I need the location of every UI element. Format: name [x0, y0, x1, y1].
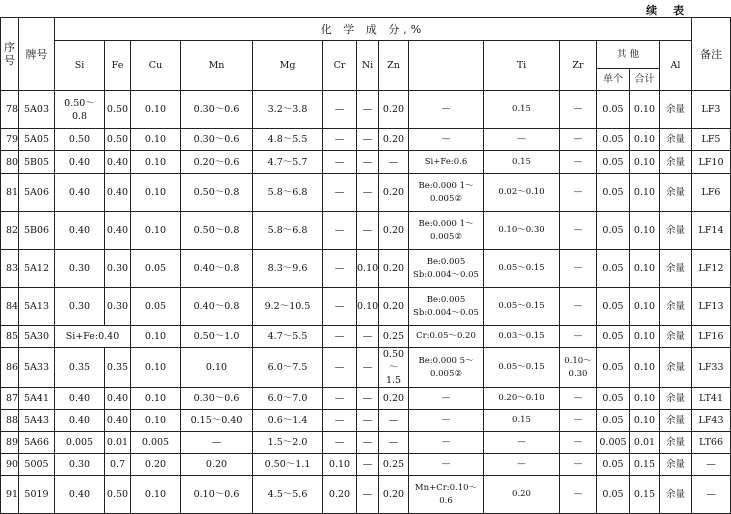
cell-zr: —: [560, 476, 597, 514]
cell-ni: —: [357, 151, 379, 174]
cell-grade: 5A43: [19, 410, 55, 432]
cell-total: 0.10: [630, 250, 660, 288]
cell-ni: —: [357, 326, 379, 348]
cell-ti: —: [484, 454, 560, 476]
table-row: [1, 348, 731, 388]
cell-ti: 0.15: [484, 410, 560, 432]
cell-no: 87: [1, 388, 19, 410]
cell-ti: 0.05～0.15: [484, 250, 560, 288]
cell-remark: LF3: [692, 91, 731, 129]
cell-mg: 4.7～5.7: [253, 151, 323, 174]
cell-single: 0.05: [597, 476, 630, 514]
cell-blank: —: [409, 91, 484, 129]
cell-mg: 0.6～1.4: [253, 410, 323, 432]
cell-zr: —: [560, 250, 597, 288]
cell-cr: —: [323, 91, 357, 129]
cell-single: 0.05: [597, 388, 630, 410]
cell-remark: LF5: [692, 129, 731, 151]
cell-si: 0.50: [55, 129, 105, 151]
cell-mg: 6.0～7.0: [253, 388, 323, 410]
cell-ni: —: [357, 410, 379, 432]
cell-fe: 0.40: [105, 410, 131, 432]
table-row: [1, 432, 731, 454]
cell-blank: Be:0.000 5～ 0.005②: [409, 348, 484, 388]
cell-single: 0.05: [597, 410, 630, 432]
cell-al: 余量: [660, 388, 692, 410]
table-continued-caption: 续 表: [646, 4, 690, 17]
cell-ti: 0.15: [484, 151, 560, 174]
cell-no: 78: [1, 91, 19, 129]
cell-remark: LF43: [692, 410, 731, 432]
cell-fe: 0.01: [105, 432, 131, 454]
cell-al: 余量: [660, 212, 692, 250]
cell-fe: 0.50: [105, 129, 131, 151]
cell-zn: 0.20: [379, 250, 409, 288]
cell-al: 余量: [660, 91, 692, 129]
header-al: Al: [660, 41, 692, 91]
cell-ni: —: [357, 388, 379, 410]
cell-mn: 0.20: [181, 454, 253, 476]
cell-mn: 0.20～0.6: [181, 151, 253, 174]
cell-mg: 3.2～3.8: [253, 91, 323, 129]
cell-mn: —: [181, 432, 253, 454]
cell-blank: Si+Fe:0.6: [409, 151, 484, 174]
cell-al: 余量: [660, 432, 692, 454]
cell-mn: 0.40～0.8: [181, 288, 253, 326]
cell-blank: —: [409, 388, 484, 410]
cell-zr: —: [560, 129, 597, 151]
cell-al: 余量: [660, 326, 692, 348]
cell-remark: LF33: [692, 348, 731, 388]
cell-ti: 0.10～0.30: [484, 212, 560, 250]
cell-zn: 0.20: [379, 388, 409, 410]
header-si: Si: [55, 41, 105, 91]
cell-no: 90: [1, 454, 19, 476]
cell-fe: 0.50: [105, 476, 131, 514]
cell-mn: 0.40～0.8: [181, 250, 253, 288]
cell-total: 0.10: [630, 388, 660, 410]
cell-zn: 0.20: [379, 129, 409, 151]
cell-no: 82: [1, 212, 19, 250]
cell-mg: 9.2～10.5: [253, 288, 323, 326]
cell-no: 89: [1, 432, 19, 454]
cell-remark: LF10: [692, 151, 731, 174]
cell-cu: 0.10: [131, 348, 181, 388]
cell-no: 88: [1, 410, 19, 432]
cell-cu: 0.10: [131, 476, 181, 514]
cell-mg: 0.50～1.1: [253, 454, 323, 476]
header-ti: Ti: [484, 41, 560, 91]
cell-remark: LF13: [692, 288, 731, 326]
cell-zr: —: [560, 326, 597, 348]
cell-mg: 4.8～5.5: [253, 129, 323, 151]
cell-single: 0.05: [597, 151, 630, 174]
cell-grade: 5019: [19, 476, 55, 514]
cell-ti: 0.03～0.15: [484, 326, 560, 348]
table-row: [1, 129, 731, 151]
cell-cr: —: [323, 388, 357, 410]
cell-blank: Be:0.005 Sb:0.004～0.05: [409, 288, 484, 326]
cell-ti: —: [484, 129, 560, 151]
cell-cu: 0.005: [131, 432, 181, 454]
cell-remark: LF16: [692, 326, 731, 348]
cell-total: 0.10: [630, 129, 660, 151]
cell-remark: LF14: [692, 212, 731, 250]
cell-fe: 0.30: [105, 250, 131, 288]
cell-total: 0.10: [630, 326, 660, 348]
cell-si: 0.40: [55, 410, 105, 432]
cell-fe: 0.50: [105, 91, 131, 129]
header-fe: Fe: [105, 41, 131, 91]
cell-single: 0.05: [597, 91, 630, 129]
cell-al: 余量: [660, 410, 692, 432]
table-row: [1, 288, 731, 326]
cell-cr: —: [323, 250, 357, 288]
cell-blank: Be:0.000 1～ 0.005②: [409, 212, 484, 250]
cell-ni: —: [357, 476, 379, 514]
cell-zn: 0.20: [379, 288, 409, 326]
table-row: [1, 326, 731, 348]
cell-grade: 5A03: [19, 91, 55, 129]
table-row: [1, 410, 731, 432]
cell-single: 0.05: [597, 212, 630, 250]
cell-si: 0.35: [55, 348, 105, 388]
cell-mn: 0.10: [181, 348, 253, 388]
cell-blank: Mn+Cr:0.10～ 0.6: [409, 476, 484, 514]
cell-blank: —: [409, 454, 484, 476]
cell-ni: —: [357, 432, 379, 454]
cell-zr: —: [560, 212, 597, 250]
cell-zr: —: [560, 91, 597, 129]
cell-zr: —: [560, 288, 597, 326]
cell-total: 0.10: [630, 348, 660, 388]
cell-ti: 0.15: [484, 91, 560, 129]
header-ni: Ni: [357, 41, 379, 91]
cell-cr: —: [323, 129, 357, 151]
cell-cr: —: [323, 174, 357, 212]
cell-si: 0.30: [55, 454, 105, 476]
cell-si: 0.40: [55, 174, 105, 212]
cell-cu: 0.10: [131, 174, 181, 212]
cell-total: 0.15: [630, 476, 660, 514]
cell-mn: 0.30～0.6: [181, 129, 253, 151]
cell-al: 余量: [660, 454, 692, 476]
cell-ti: —: [484, 432, 560, 454]
cell-cu: 0.05: [131, 250, 181, 288]
cell-zr: —: [560, 151, 597, 174]
cell-si: 0.30: [55, 250, 105, 288]
cell-mn: 0.30～0.6: [181, 91, 253, 129]
cell-blank: Cr:0.05～0.20: [409, 326, 484, 348]
header-cu: Cu: [131, 41, 181, 91]
cell-fe: 0.40: [105, 174, 131, 212]
cell-zr: —: [560, 432, 597, 454]
cell-cu: 0.10: [131, 129, 181, 151]
cell-blank: —: [409, 129, 484, 151]
header-mg: Mg: [253, 41, 323, 91]
header-zn: Zn: [379, 41, 409, 91]
cell-cr: —: [323, 432, 357, 454]
cell-mg: 1.5～2.0: [253, 432, 323, 454]
cell-fe: 0.30: [105, 288, 131, 326]
cell-mn: 0.15～0.40: [181, 410, 253, 432]
cell-fe: 0.7: [105, 454, 131, 476]
cell-no: 85: [1, 326, 19, 348]
cell-mg: 5.8～6.8: [253, 174, 323, 212]
cell-blank: Be:0.000 1～ 0.005②: [409, 174, 484, 212]
cell-si: 0.50～ 0.8: [55, 91, 105, 129]
cell-zn: 0.20: [379, 91, 409, 129]
cell-ni: —: [357, 174, 379, 212]
cell-remark: —: [692, 454, 731, 476]
cell-grade: 5A05: [19, 129, 55, 151]
cell-cr: —: [323, 410, 357, 432]
cell-ti: 0.20: [484, 476, 560, 514]
cell-single: 0.05: [597, 250, 630, 288]
cell-cu: 0.10: [131, 91, 181, 129]
cell-remark: LT66: [692, 432, 731, 454]
cell-total: 0.01: [630, 432, 660, 454]
cell-al: 余量: [660, 151, 692, 174]
cell-cr: —: [323, 348, 357, 388]
cell-mg: 5.8～6.8: [253, 212, 323, 250]
cell-no: 79: [1, 129, 19, 151]
cell-total: 0.10: [630, 91, 660, 129]
cell-mn: 0.50～0.8: [181, 212, 253, 250]
cell-cr: —: [323, 326, 357, 348]
table-row: [1, 212, 731, 250]
header-mn: Mn: [181, 41, 253, 91]
cell-remark: LF6: [692, 174, 731, 212]
cell-cr: —: [323, 212, 357, 250]
cell-sife: Si+Fe:0.40: [55, 326, 131, 348]
cell-grade: 5A12: [19, 250, 55, 288]
cell-al: 余量: [660, 348, 692, 388]
cell-total: 0.10: [630, 212, 660, 250]
table-row: [1, 388, 731, 410]
cell-zn: 0.20: [379, 476, 409, 514]
table-row: [1, 476, 731, 514]
cell-fe: 0.35: [105, 348, 131, 388]
cell-grade: 5A30: [19, 326, 55, 348]
cell-zr: —: [560, 410, 597, 432]
cell-ti: 0.05～0.15: [484, 348, 560, 388]
cell-total: 0.10: [630, 288, 660, 326]
cell-no: 84: [1, 288, 19, 326]
table-row: [1, 151, 731, 174]
cell-cu: 0.20: [131, 454, 181, 476]
cell-grade: 5A06: [19, 174, 55, 212]
cell-blank: —: [409, 410, 484, 432]
cell-grade: 5A33: [19, 348, 55, 388]
cell-fe: 0.40: [105, 212, 131, 250]
cell-ni: —: [357, 129, 379, 151]
cell-grade: 5B05: [19, 151, 55, 174]
header-grade: 牌号: [19, 18, 55, 91]
cell-si: 0.005: [55, 432, 105, 454]
cell-ni: —: [357, 348, 379, 388]
cell-cr: 0.10: [323, 454, 357, 476]
table-row: [1, 454, 731, 476]
cell-zr: —: [560, 454, 597, 476]
cell-ni: —: [357, 212, 379, 250]
cell-zn: —: [379, 410, 409, 432]
cell-si: 0.40: [55, 476, 105, 514]
cell-grade: 5A41: [19, 388, 55, 410]
cell-grade: 5A66: [19, 432, 55, 454]
cell-total: 0.10: [630, 410, 660, 432]
table-row: [1, 250, 731, 288]
cell-al: 余量: [660, 288, 692, 326]
cell-no: 80: [1, 151, 19, 174]
table-row: [1, 174, 731, 212]
composition-table: [0, 17, 731, 514]
cell-ti: 0.05～0.15: [484, 288, 560, 326]
cell-remark: LT41: [692, 388, 731, 410]
cell-mn: 0.10～0.6: [181, 476, 253, 514]
cell-mg: 4.7～5.5: [253, 326, 323, 348]
cell-mg: 4.5～5.6: [253, 476, 323, 514]
cell-cu: 0.10: [131, 326, 181, 348]
cell-zr: 0.10～ 0.30: [560, 348, 597, 388]
cell-si: 0.40: [55, 212, 105, 250]
cell-cr: —: [323, 151, 357, 174]
cell-grade: 5005: [19, 454, 55, 476]
cell-al: 余量: [660, 476, 692, 514]
cell-single: 0.05: [597, 326, 630, 348]
header-blank: [409, 41, 484, 91]
header-single: 单个: [597, 69, 630, 91]
cell-total: 0.10: [630, 151, 660, 174]
cell-zn: 0.20: [379, 174, 409, 212]
cell-cu: 0.10: [131, 212, 181, 250]
cell-single: 0.05: [597, 174, 630, 212]
cell-single: 0.05: [597, 454, 630, 476]
cell-cu: 0.10: [131, 410, 181, 432]
cell-si: 0.40: [55, 151, 105, 174]
cell-blank: Be:0.005 Sb:0.004～0.05: [409, 250, 484, 288]
cell-no: 83: [1, 250, 19, 288]
cell-ni: 0.10: [357, 288, 379, 326]
cell-si: 0.30: [55, 288, 105, 326]
header-composition: 化 学 成 分,%: [55, 18, 692, 41]
cell-no: 86: [1, 348, 19, 388]
cell-ti: 0.20～0.10: [484, 388, 560, 410]
cell-no: 91: [1, 476, 19, 514]
cell-no: 81: [1, 174, 19, 212]
header-cr: Cr: [323, 41, 357, 91]
cell-single: 0.05: [597, 348, 630, 388]
cell-mn: 0.50～1.0: [181, 326, 253, 348]
cell-blank: —: [409, 432, 484, 454]
cell-remark: —: [692, 476, 731, 514]
cell-total: 0.15: [630, 454, 660, 476]
cell-al: 余量: [660, 129, 692, 151]
header-zr: Zr: [560, 41, 597, 91]
cell-zn: 0.25: [379, 454, 409, 476]
cell-cr: —: [323, 288, 357, 326]
cell-single: 0.05: [597, 288, 630, 326]
cell-single: 0.05: [597, 129, 630, 151]
cell-cu: 0.10: [131, 388, 181, 410]
cell-al: 余量: [660, 174, 692, 212]
cell-al: 余量: [660, 250, 692, 288]
cell-zr: —: [560, 174, 597, 212]
cell-mg: 8.3～9.6: [253, 250, 323, 288]
cell-remark: LF12: [692, 250, 731, 288]
cell-fe: 0.40: [105, 388, 131, 410]
cell-ti: 0.02～0.10: [484, 174, 560, 212]
cell-zn: 0.50～ 1.5: [379, 348, 409, 388]
cell-total: 0.10: [630, 174, 660, 212]
cell-mn: 0.50～0.8: [181, 174, 253, 212]
cell-zn: —: [379, 432, 409, 454]
cell-cu: 0.05: [131, 288, 181, 326]
cell-ni: 0.10: [357, 250, 379, 288]
header-others: 其 他: [597, 41, 660, 69]
cell-ni: —: [357, 454, 379, 476]
cell-fe: 0.40: [105, 151, 131, 174]
cell-mn: 0.30～0.6: [181, 388, 253, 410]
cell-grade: 5B06: [19, 212, 55, 250]
cell-zn: 0.25: [379, 326, 409, 348]
header-total: 合计: [630, 69, 660, 91]
cell-grade: 5A13: [19, 288, 55, 326]
header-remark: 备注: [692, 18, 731, 91]
table-row: [1, 91, 731, 129]
cell-ni: —: [357, 91, 379, 129]
cell-single: 0.005: [597, 432, 630, 454]
cell-si: 0.40: [55, 388, 105, 410]
cell-cr: 0.20: [323, 476, 357, 514]
cell-zn: 0.20: [379, 212, 409, 250]
cell-zr: —: [560, 388, 597, 410]
header-no: 序号: [1, 18, 19, 91]
cell-zn: —: [379, 151, 409, 174]
cell-mg: 6.0～7.5: [253, 348, 323, 388]
cell-cu: 0.10: [131, 151, 181, 174]
